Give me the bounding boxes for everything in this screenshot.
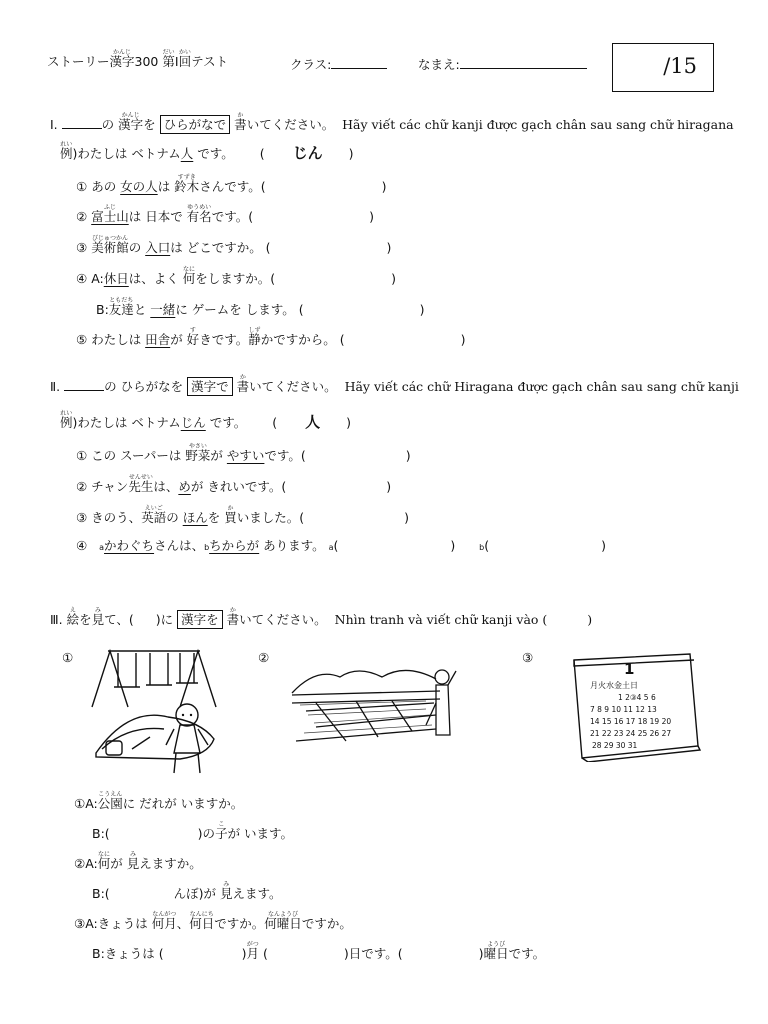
q-text: えますか。 [139, 856, 202, 871]
question-1-2: ② 富士山ふじは 日本で 有名ゆうめいです。( ) [76, 204, 374, 224]
title-number: 300 [134, 54, 159, 69]
vietnamese-instruction: ) [587, 612, 593, 627]
example-answer: 人 [305, 413, 321, 431]
inst-text: )に [155, 612, 174, 627]
mi-kanji: 見み [91, 607, 105, 627]
example-text: )わたしは ベトナム [72, 146, 181, 161]
vietnamese-instruction: Nhìn tranh và viết chữ kanji vào ( [334, 612, 548, 627]
inst-text: の [101, 117, 115, 132]
inst-text: て、( [104, 612, 134, 627]
e-kanji: 絵え [66, 607, 80, 627]
question-number: ⑤ [76, 332, 88, 347]
class-label: クラス: [290, 57, 332, 72]
inst-text: いてください。 [239, 612, 327, 627]
q-text: ですか。 [214, 916, 265, 931]
question-3-1a [74, 791, 243, 812]
q-kanji: 子こ [215, 821, 228, 841]
section-1-number: Ⅰ. [50, 117, 58, 132]
example-text: )わたしは ベトナム [72, 415, 181, 430]
q-text: に だれが いますか。 [122, 796, 244, 811]
instruction-box: ひらがなで [160, 115, 231, 134]
q-text: ) [478, 946, 484, 961]
q-kanji: 何曜日なんようび [264, 911, 302, 931]
title-dai: 第だい [162, 49, 175, 69]
calendar-row: 28 29 30 31 [592, 741, 638, 750]
q-text: が います。 [227, 826, 294, 841]
question-number: ② [76, 209, 88, 224]
example-paren: ( [259, 146, 265, 161]
class-field[interactable] [290, 55, 387, 73]
q-kanji: 公園こうえん [97, 791, 123, 811]
section-3-instruction [50, 607, 592, 628]
inst-kaku: 書か [226, 607, 240, 627]
inst-text: を [143, 117, 156, 132]
q-text: B:きょうは ( [92, 946, 164, 961]
example-paren: ) [346, 415, 351, 430]
question-1-3: ③ 美術館びじゅつかんの 入口は どこですか。 ( ) [76, 235, 392, 255]
question-number: ③ [76, 240, 88, 255]
question-2-2: ② チャン先生せんせいは、めが きれいです。( ) [76, 474, 392, 494]
question-2-3: ③ きのう、英語えいごの ほんを 買かいました。( ) [76, 505, 409, 525]
question-3-2a [74, 851, 202, 872]
q-kanji: 何なに [97, 851, 111, 871]
example-text: です。 [205, 415, 247, 430]
name-label: なまえ: [418, 57, 460, 72]
question-1-5: ⑤ わたしは 田舎が 好すきです。静しずかですから。 ( ) [76, 327, 466, 347]
q-kanji: 月がつ [246, 941, 260, 961]
question-1-4b: B:友達ともだちと 一緒に ゲームを します。 ( ) [96, 297, 425, 317]
title-text: ストーリー [47, 54, 110, 69]
q-text: ①A: [74, 796, 98, 811]
question-2-1: ① この スーパーは 野菜やさいが やすいです。( ) [76, 443, 411, 463]
q-text: んぼ)が [173, 886, 221, 901]
instruction-box: 漢字で [187, 377, 233, 396]
picture-2-number: ② [258, 650, 270, 665]
vietnamese-instruction: Hãy viết các chữ Hiragana được gạch chân sau sang chữ kanji [344, 379, 739, 394]
example-row-2 [60, 410, 351, 432]
q-kanji: 見み [220, 881, 233, 901]
worksheet-title [47, 49, 228, 70]
question-3-1b [92, 821, 293, 842]
example-text: です。 [193, 146, 234, 161]
q-text: B:( [92, 826, 110, 841]
inst-text: の ひらがなを [104, 379, 184, 394]
q-text: )の [197, 826, 216, 841]
inst-text: いてください。 [249, 379, 337, 394]
name-blank[interactable] [460, 57, 587, 69]
question-3-3a [74, 911, 352, 932]
q-kanji: 何月なんがつ [151, 911, 177, 931]
section-2-instruction [50, 374, 739, 395]
rei-kanji: 例れい [60, 141, 73, 161]
q-kanji: 見み [126, 851, 140, 871]
inst-text: いてください。 [246, 117, 335, 132]
title-test: テスト [191, 54, 229, 69]
section-1-instruction [50, 112, 734, 133]
playground-illustration [88, 645, 220, 780]
title-kai: 回かい [178, 49, 192, 69]
q-text: えます。 [232, 886, 282, 901]
question-1-1: ① あの 女の人は 鈴木すずきさんです。( ) [76, 174, 387, 194]
q-text: が [110, 856, 127, 871]
picture-3-number: ③ [522, 650, 534, 665]
inst-kanji: 漢字かんじ [118, 112, 144, 132]
question-number: ④ [76, 271, 88, 286]
instruction-box: 漢字を [177, 610, 223, 629]
calendar-month: 1 [624, 660, 635, 678]
q-kanji: 曜日ようび [483, 941, 509, 961]
question-number: ① [76, 179, 88, 194]
score-total: /15 [663, 54, 697, 78]
example-underlined: 人 [180, 146, 194, 161]
example-paren: ( [272, 415, 278, 430]
rice-field-illustration [286, 645, 482, 749]
title-one: Ⅰ [174, 54, 179, 69]
q-text: ですか。 [301, 916, 352, 931]
section-2-number: Ⅱ. [50, 379, 61, 394]
calendar-row: 14 15 16 17 18 19 20 [590, 717, 672, 726]
example-answer: じん [292, 144, 323, 162]
q-kanji: 何日なんにち [189, 911, 215, 931]
question-2-4: ④ aかわぐちさんは、bちからが あります。 a( ) b( ) [76, 538, 606, 553]
calendar-row: 21 22 23 24 25 26 27 [590, 729, 672, 738]
picture-1-number: ① [62, 650, 74, 665]
q-text: ( [259, 946, 268, 961]
rei-kanji: 例れい [60, 410, 73, 430]
vietnamese-instruction: Hãy viết các chữ kanji được gạch chân sau sang chữ hiragana [342, 117, 734, 132]
example-paren: ) [348, 146, 354, 161]
q-text: )日です。( [343, 946, 403, 961]
section-3-number: Ⅲ. [50, 612, 63, 627]
q-text: です。 [508, 946, 546, 961]
question-3-3b [92, 941, 545, 962]
q-text: ②A: [74, 856, 98, 871]
q-text: B:( [92, 886, 110, 901]
inst-text: を [79, 612, 92, 627]
underline-sample [62, 117, 102, 129]
q-text: ) [241, 946, 247, 961]
example-underlined: じん [180, 415, 206, 430]
class-blank[interactable] [331, 57, 387, 69]
inst-kaku: 書か [234, 112, 247, 132]
calendar-row: 1 2③4 5 6 [618, 693, 656, 702]
title-kanji: 漢字かんじ [109, 49, 135, 69]
question-1-4a: ④ A:休日は、よく 何なにをしますか。( ) [76, 266, 397, 286]
underline-sample [64, 379, 104, 391]
example-row [60, 141, 354, 163]
score-box [612, 43, 714, 92]
inst-kaku: 書か [236, 374, 250, 394]
question-3-2b [92, 881, 282, 902]
calendar-illustration [568, 642, 704, 762]
q-text: ③A:きょうは [74, 916, 152, 931]
calendar-weekdays: 月火水金土日 [590, 681, 638, 690]
calendar-row: 7 8 9 10 11 12 13 [590, 705, 657, 714]
name-field[interactable] [418, 55, 587, 73]
q-text: 、 [176, 916, 190, 931]
